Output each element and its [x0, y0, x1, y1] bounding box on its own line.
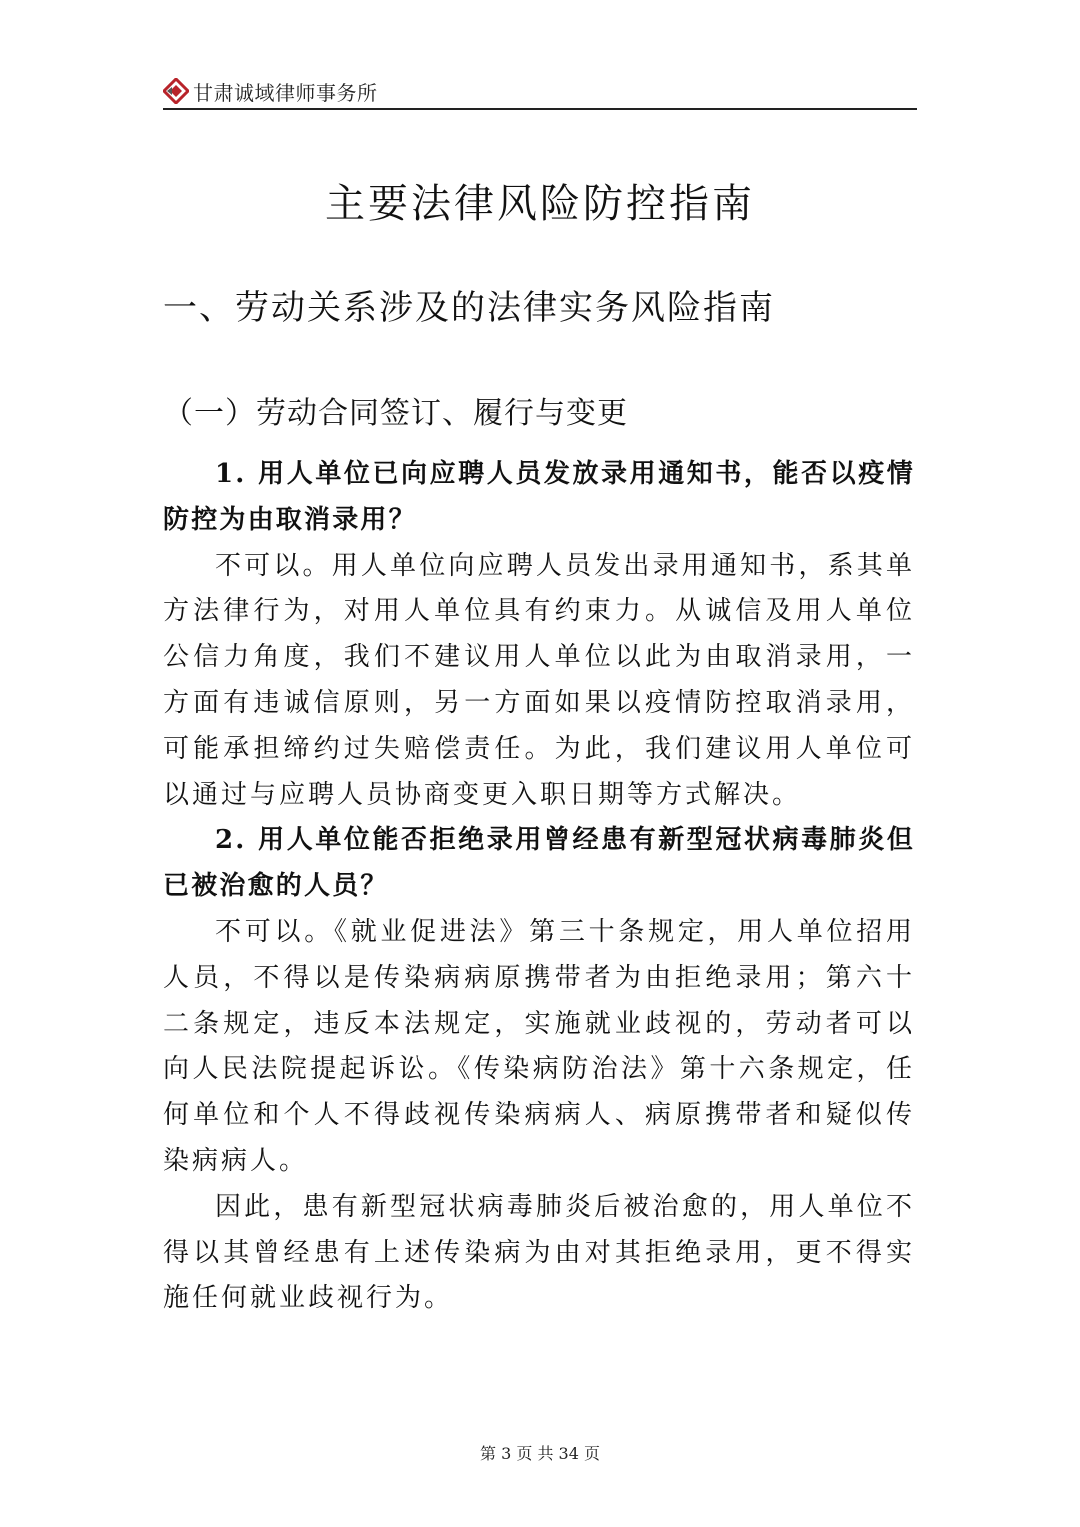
- page-header: [163, 74, 917, 110]
- page-number: 第 3 页 共 34 页: [480, 1444, 600, 1463]
- document-title: 主要法律风险防控指南: [325, 181, 755, 227]
- section-title: 一、劳动关系涉及的法律实务风险指南: [163, 288, 775, 328]
- question-1: 1. 用人单位已向应聘人员发放录用通知书，能否以疫情防控为由取消录用？: [163, 459, 915, 535]
- answer-2-conclusion: 因此，患有新型冠状病毒肺炎后被治愈的，用人单位不得以其曾经患有上述传染病为由对其拒绝录用，更不得实施任何就业歧视行为。: [163, 1191, 915, 1314]
- subsection-title: （一）劳动合同签订、履行与变更: [163, 396, 628, 431]
- answer-2: 不可以。《就业促进法》第三十条规定，用人单位招用人员，不得以是传染病病原携带者为由拒绝录用；第六十二条规定，违反本法规定，实施就业歧视的，劳动者可以向人民法院提起诉讼。《传染病防治法》第十六条规定，任何单位和个人不得歧视传染病病人、病原携带者和疑似传染病病人。: [163, 916, 915, 1176]
- firm-name: 甘肃诚域律师事务所: [193, 80, 378, 105]
- question-2: 2. 用人单位能否拒绝录用曾经患有新型冠状病毒肺炎但已被治愈的人员？: [163, 825, 915, 902]
- document-body: [163, 452, 915, 1322]
- answer-1: 不可以。用人单位向应聘人员发出录用通知书，系其单方法律行为，对用人单位具有约束力。从诚信及用人单位公信力角度，我们不建议用人单位以此为由取消录用，一方面有违诚信原则，另一方面如果以疫情防控取消录用，可能承担缔约过失赔偿责任。为此，我们建议用人单位可以通过与应聘人员协商变更入职日期等方式解决。: [163, 550, 915, 810]
- diamond-logo-icon: [163, 78, 189, 104]
